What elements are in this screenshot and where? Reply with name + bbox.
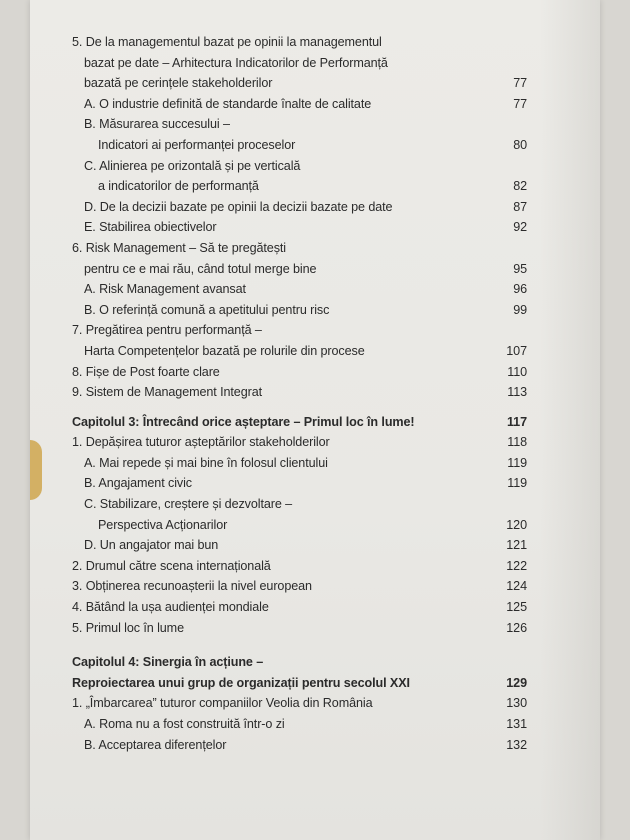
toc-entry-title: 7. Pregătirea pentru performanță – — [72, 323, 262, 338]
toc-entry-title: 3. Obținerea recunoașterii la nivel european — [72, 579, 312, 594]
toc-entry-row — [72, 259, 527, 280]
toc-entry-title: Capitolul 3: Întrecând orice așteptare – Primul loc în lume! — [72, 414, 415, 429]
adjacent-page-edge — [30, 440, 42, 500]
toc-entry-title: 1. Depășirea tuturor așteptărilor stakeholderilor — [72, 435, 330, 450]
toc-entry-title: bazată pe cerințele stakeholderilor — [84, 76, 273, 91]
toc-entry-row — [72, 618, 527, 639]
toc-entry-row — [72, 73, 527, 94]
toc-chapter-row — [72, 652, 527, 673]
toc-entry-row — [72, 693, 527, 714]
toc-page-number: 124 — [506, 579, 527, 594]
toc-entry-row — [72, 535, 527, 556]
toc-entry-row — [72, 714, 527, 735]
toc-entry-title: Indicatori ai performanței proceselor — [98, 137, 296, 152]
book-page — [30, 0, 600, 840]
toc-page-number: 120 — [506, 517, 527, 532]
toc-entry-row — [72, 320, 527, 341]
toc-entry-title: B. Acceptarea diferențelor — [84, 737, 227, 752]
toc-entry-title: 9. Sistem de Management Integrat — [72, 385, 263, 400]
toc-page-number: 113 — [507, 385, 527, 400]
toc-entry-title: pentru ce e mai rău, când totul merge bine — [84, 261, 317, 276]
toc-entry-title: A. O industrie definită de standarde înalte de calitate — [84, 96, 372, 111]
toc-page-number: 80 — [513, 137, 527, 152]
toc-entry-title: 4. Bătând la ușa audienței mondiale — [72, 600, 269, 615]
toc-entry-title: 5. Primul loc în lume — [72, 620, 184, 635]
toc-entry-title: a indicatorilor de performanță — [98, 179, 259, 194]
toc-entry-row — [72, 279, 527, 300]
toc-entry-title: B. Angajament civic — [84, 476, 192, 491]
toc-page-number: 117 — [506, 414, 527, 429]
toc-entry-title: Perspectiva Acționarilor — [98, 517, 228, 532]
table-of-contents — [72, 32, 527, 755]
toc-entry-row — [72, 197, 527, 218]
toc-entry-row — [72, 735, 527, 756]
toc-page-number: 107 — [506, 343, 527, 358]
toc-chapter-row — [72, 412, 527, 433]
toc-entry-row — [72, 217, 527, 238]
toc-entry-row — [72, 32, 527, 53]
toc-entry-row — [72, 473, 527, 494]
toc-page-number: 119 — [507, 476, 527, 491]
toc-entry-row — [72, 382, 527, 403]
toc-entry-title: 5. De la managementul bazat pe opinii la managementul — [72, 35, 382, 49]
toc-entry-title: Capitolul 4: Sinergia în acțiune – — [72, 655, 264, 670]
toc-entry-row — [72, 238, 527, 259]
toc-entry-title: 2. Drumul către scena internațională — [72, 558, 271, 573]
toc-page-number: 99 — [513, 302, 527, 317]
toc-page-number: 126 — [506, 620, 527, 635]
toc-page-number: 119 — [507, 455, 527, 470]
toc-chapter-row — [72, 673, 527, 694]
section-spacer — [72, 638, 527, 652]
toc-entry-title: B. O referință comună a apetitului pentru risc — [84, 302, 330, 317]
toc-entry-row — [72, 135, 527, 156]
toc-entry-title: A. Mai repede și mai bine în folosul clientului — [84, 455, 328, 470]
toc-entry-title: D. Un angajator mai bun — [84, 538, 219, 553]
toc-page-number: 87 — [513, 199, 527, 214]
section-spacer — [72, 403, 527, 412]
toc-entry-row — [72, 515, 527, 536]
toc-entry-row — [72, 556, 527, 577]
toc-page-number: 125 — [506, 600, 527, 615]
toc-page-number: 129 — [506, 675, 527, 690]
toc-page-number: 118 — [507, 435, 527, 450]
toc-page-number: 95 — [513, 261, 527, 276]
toc-entry-row — [72, 597, 527, 618]
toc-entry-row — [72, 94, 527, 115]
toc-page-number: 77 — [513, 76, 527, 91]
toc-entry-title: A. Roma nu a fost construită într-o zi — [84, 717, 285, 731]
toc-entry-row — [72, 432, 527, 453]
toc-entry-row — [72, 341, 527, 362]
toc-entry-title: 6. Risk Management – Să te pregătești — [72, 240, 287, 255]
toc-entry-row — [72, 156, 527, 177]
toc-page-number: 131 — [506, 717, 527, 731]
toc-entry-row — [72, 362, 527, 383]
toc-entry-title: C. Alinierea pe orizontală și pe verticală — [84, 158, 301, 173]
toc-page-number: 96 — [513, 282, 527, 297]
toc-entry-row — [72, 576, 527, 597]
toc-entry-title: B. Măsurarea succesului – — [84, 117, 230, 132]
toc-page-number: 92 — [513, 220, 527, 235]
toc-page-number: 130 — [506, 696, 527, 711]
toc-entry-row — [72, 494, 527, 515]
toc-entry-title: A. Risk Management avansat — [84, 282, 246, 297]
toc-entry-title: C. Stabilizare, creștere și dezvoltare – — [84, 497, 293, 512]
toc-entry-title: Reproiectarea unui grup de organizații pentru secolul XXI — [72, 675, 410, 690]
toc-entry-row — [72, 453, 527, 474]
toc-page-number: 77 — [513, 96, 527, 111]
toc-entry-row — [72, 300, 527, 321]
toc-entry-row — [72, 114, 527, 135]
toc-page-number: 121 — [506, 538, 527, 553]
toc-page-number: 110 — [507, 364, 527, 379]
toc-entry-row — [72, 53, 527, 74]
toc-entry-title: bazat pe date – Arhitectura Indicatorilor de Performanță — [84, 55, 388, 70]
toc-page-number: 82 — [513, 179, 527, 194]
toc-page-number: 122 — [506, 558, 527, 573]
toc-entry-title: E. Stabilirea obiectivelor — [84, 220, 217, 235]
toc-entry-title: Harta Competențelor bazată pe rolurile din procese — [84, 343, 365, 358]
toc-entry-title: D. De la decizii bazate pe opinii la decizii bazate pe date — [84, 199, 393, 214]
toc-page-number: 132 — [506, 737, 527, 752]
toc-entry-title: 1. „Îmbarcarea” tuturor companiilor Veolia din România — [72, 696, 373, 711]
toc-entry-row — [72, 176, 527, 197]
toc-entry-title: 8. Fișe de Post foarte clare — [72, 364, 220, 379]
